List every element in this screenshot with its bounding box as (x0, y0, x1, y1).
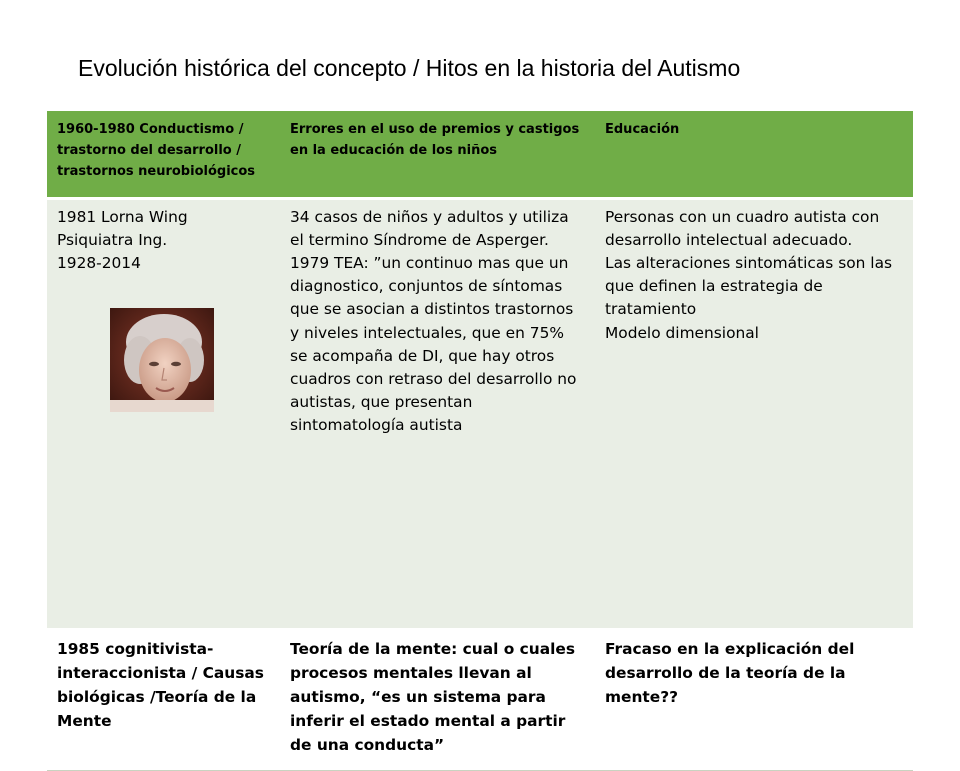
education-cell (595, 198, 913, 629)
theory-of-mind-cell: Teoría de la mente: cual o cuales procesos mentales llevan al autismo, “es un sistema para inferir el estado mental a partir de una conducta” (280, 629, 595, 770)
education-line-3: Modelo dimensional (605, 323, 759, 342)
header-cell-errors: Errores en el uso de premios y castigos en la educación de los niños (290, 122, 580, 158)
cognitive-period-cell: 1985 cognitivista- interaccionista / Causas biológicas /Teoría de la Mente (47, 629, 280, 770)
history-table (47, 111, 913, 771)
failure-cell: Fracaso en la explicación del desarrollo de la teoría de la mente?? (595, 629, 913, 770)
table-row (47, 198, 913, 629)
lorna-wing-name: 1981 Lorna Wing (57, 207, 188, 226)
lorna-wing-cell (47, 198, 280, 629)
lorna-wing-profession: Psiquiatra Ing. (57, 230, 168, 249)
education-line-1: Personas con un cuadro autista con desarrollo intelectual adecuado. (605, 207, 880, 249)
header-cell-education: Educación (605, 122, 680, 137)
education-line-2: Las alteraciones sintomáticas son las que definen la estrategia de tratamiento (605, 253, 893, 319)
asperger-paragraph: 34 casos de niños y adultos y utiliza el termino Síndrome de Asperger. (290, 207, 569, 249)
asperger-cell (280, 198, 595, 629)
table-header-row (47, 111, 913, 198)
slide-title: Evolución histórica del concepto / Hitos en la historia del Autismo (78, 55, 741, 81)
lorna-wing-portrait (110, 308, 214, 412)
lorna-wing-dates: 1928-2014 (57, 253, 141, 272)
header-cell-period: 1960-1980 Conductismo / trastorno del desarrollo / trastornos neurobiológicos (57, 122, 256, 179)
table-row (47, 629, 913, 770)
tea-paragraph: 1979 TEA: ”un continuo mas que un diagnostico, conjuntos de síntomas que se asocian a distintos trastornos y niveles intelectuales, que en 75% se acompaña de DI, que hay otros cuadros con retraso del desarrollo no autistas, que presentan sintomatología autista (290, 253, 577, 435)
